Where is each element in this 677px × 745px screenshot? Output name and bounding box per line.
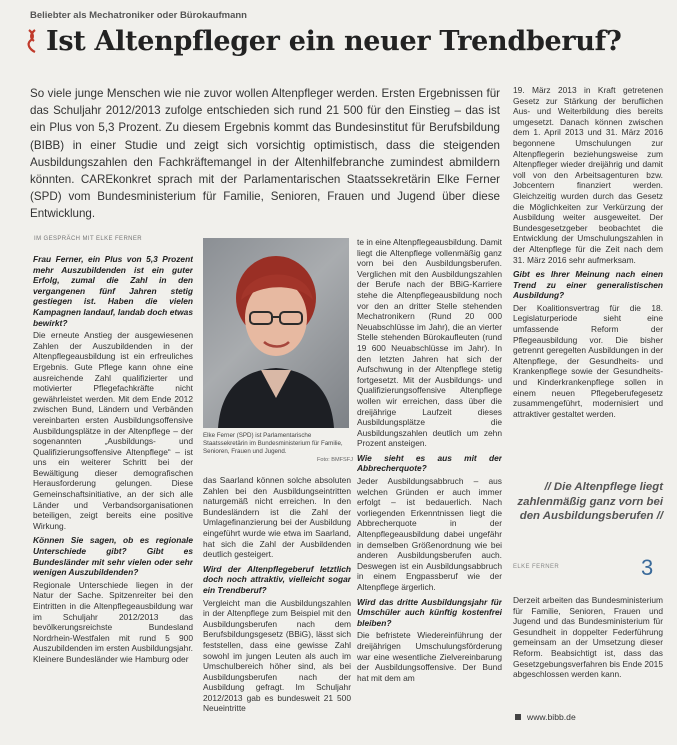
interview-question: Wie sieht es aus mit der Abbrecherquote? [357,452,502,474]
headline: Ist Altenpfleger ein neuer Trendberuf? [46,26,622,57]
interview-answer: Die befristete Wiedereinführung der dreijährigen Umschulungsförderung war eine wesentliche Zielvereinbarung der Ausbildungsoffensive. Der Bund hat mit dem am [357,630,502,683]
interview-question: Wird der Altenpflegeberuf letztlich doch noch attraktiv, vielleicht sogar ein Trendberuf? [203,563,351,595]
interview-answer: Jeder Ausbildungsabbruch – aus welchen Gründen er auch immer erfolgt – ist bedauerlich. Nach vorliegenden Erkenntnissen liegt die Abbrecherquote in der Altenpflegeausbildung dabei ungefähr in demselben Größenordnung wie bei anderen Ausbildungsberufen auch. Deswegen ist ein Ausbildungsabbruch in einem Engpassberuf wie der Altenpflege ärgerlich. [357,476,502,592]
interview-question: Wird das dritte Ausbildungsjahr für Umschüler auch künftig kostenfrei bleiben? [357,596,502,628]
column-1 [33,250,193,730]
interview-question: Frau Ferner, ein Plus von 5,3 Prozent mehr Auszubildenden ist ein guter Erfolg, zumal die Zahl in den vergangenen fünf Jahren stetig gestiegen ist. Haben die vielen Kampagnen landauf, landab doch etwas bewirkt? [33,254,193,328]
intro-paragraph: So viele junge Menschen wie nie zuvor wollen Altenpfleger werden. Ersten Ergebnissen für das Schuljahr 2012/2013 zufolge entschieden sich rund 21 500 für den Einstieg – das ist ein Plus von 5,3 Prozent. Zu diesem Ergebnis kommt das Bundesinstitut für Berufsbildung (BIBB) in einer Studie und zeigt sich vorsichtig optimistisch, dass die steigenden Ausbildungszahlen den Fachkräftemangel in der Altenhilfebranche zumindest abmildern könnten. CAREkonkret sprach mit der Parlamentarischen Staatssekretärin Elke Ferner (SPD) vom Bundesministerium für Familie, Senioren, Frauen und Jugend über diese Entwicklung. [30,87,500,221]
interview-answer: Derzeit arbeiten das Bundesministerium für Familie, Senioren, Frauen und Jugend und das Bundesministerium für Gesundheit in doppelter Federführung gemeinsam an der Umsetzung dieser Reform. Beabsichtigt ist, dass das Gesetzgebungsverfahren bis Ende 2015 abgeschlossen werden kann. [513,595,663,680]
interview-answer: Der Koalitionsvertrag für die 18. Legislaturperiode sieht eine umfassende Reform der Pflegeausbildung vor. Die bisher getrennt geregelten Ausbildungen in der Altenpflege, der Gesundheits- und Krankenpflege sowie der Gesundheits- und Kinderkrankenpflege sollen in einem neuen Pflegeberufegesetz zusammengeführt, modernisiert und attraktiver gestaltet werden. [513,302,663,419]
photo-caption [203,432,353,464]
byline: IM GESPRÄCH MIT ELKE FERNER [34,236,143,242]
page-number: 3 [641,555,654,580]
interview-answer: 19. März 2013 in Kraft getretenen Gesetz zur Stärkung der beruflichen Aus- und Weiterbildung dies bereits umgesetzt. Danach können zwischen dem 1. April 2013 und 31. März 2016 begonnene Umschulungen zur Altenpflegerin beziehungsweise zum Altenpfleger wieder dreijährig und damit voll von den Arbeitsagenturen bzw. Jobcentern finanziert werden. Gleichzeitig wurden durch das Gesetz die Möglichkeiten zur Verkürzung der Ausbildung weiter ausgeweitet. Der Bundesgesetzgeber beobachtet die Entwicklung der Umschulungszahlen in der Altenpflege für die Zeit nach dem 31. März 2016 sehr aufmerksam. [513,85,663,265]
interview-answer: te in eine Altenpflegeausbildung. Damit liegt die Altenpflege vollenmäßig ganz vorn bei den Ausbildungsberufen. Verglichen mit den Ausbildungszahlen der Berufe nach der BBiG-Karriere stehe die Altenpflegeausbildung noch vor den an dritter Stelle stehenden Mechatronikern (Rund 20 000 Neuabschlüsse im Jahr), die an vierter Stelle stehenden Bürokaufleuten (rund 19 600 Neuabschlüsse im Jahr). In den letzten Jahren hat sich der Aufschwung in der Altenpflege stetig fortgesetzt. Mit der Ausbildungs- und Qualifizierungsoffensive Altenpflege wollen wir erreichen, dass über die dreijährige Laufzeit dieses Ausbildungsplätze die Ausbildungszahlen deutlich um zehn Prozent ansteigen. [357,237,502,449]
column-4 [513,85,663,470]
column-5 [513,595,663,730]
interview-answer: das Saarland können solche absoluten Zahlen bei den Ausbildungseintritten naturgemäß nicht erreichen. In den Bundesländern ist die Zahl der Umlagefinanzierung bei der Ausbildung eingeführt wurde wie etwa im Saarland, hat sich die Zahl der Ausbildenden deutlich gesteigert. [203,475,351,560]
interview-answer: Regionale Unterschiede liegen in der Natur der Sache. Spitzenreiter bei den Eintritten in die Altenpflegeausbildung war im Schuljahr 2012/2013 das bevölkerungsreichste Bundesland Nordrhein-Westfalen mit rund 5 900 Auszubildenden im ersten Ausbildungsjahr. Kleinere Bundesländer wie Hamburg oder [33,579,193,664]
portrait-photo [203,238,349,428]
source-link[interactable]: www.bibb.de [527,712,576,722]
photo-caption-text: Elke Ferner (SPD) ist Parlamentarische Staatssekretärin im Bundesministerium für Familie, Senioren, Frauen und Jugend. [203,432,343,455]
section-mark-icon [26,28,38,54]
pull-quote: // Die Altenpflege liegt zahlenmäßig ganz vorn bei den Ausbildungsberufen // [517,481,663,522]
interview-question: Können Sie sagen, ob es regionale Unterschiede gibt? Gibt es Bundesländer mit sehr vielen oder sehr wenigen Auszubildenden? [33,535,193,578]
column-3 [357,237,502,730]
column-2 [203,475,351,730]
pull-quote-attribution: ELKE FERNER [513,564,560,570]
bullet-square-icon [515,714,521,720]
interview-answer: Die erneute Anstieg der ausgewiesenen Zahlen der Auszubildenden in der Altenpflegeausbildung ist ein erfreuliches Ergebnis. Gute Pflege kann ohne eine ausreichende Zahl qualifizierter und motivierter Pflegefachkräfte nicht gewährleistet werden. Mit dem Ende 2012 zwischen Bund, Ländern und Verbänden vereinbarten ersten Ausbildungsoffensive Ausbildungsplätze in der Altenpflege – der sogenannten „Ausbildungs- und Qualifizierungsoffensive Altenpflege“ – ist uns ein weiterer Schritt bei der Bewältigung dieser demografischen Herausforderung gelungen. Diese Gemeinschaftsinitiative, an der sich alle Länder und Verbandsorganisationen beteiligen, zeigt bereits eine positive Wirkung. [33,330,193,531]
photo-credit: Foto: BMFSFJ [316,457,353,463]
interview-answer: Vergleicht man die Ausbildungszahlen in der Altenpflege zum Beispiel mit den Ausbildungsberufen nach dem Berufsbildungsgesetz (BBiG), lässt sich feststellen, dass eine gewisse Zahl sowohl im jungen Leuten als auch im Umschulbereich höher sind, als bei Ausbildungsberufen nach der Ausbildung gefragt. Im Schuljahr 2012/2013 gab es bundesweit 21 500 Neueintritte [203,597,351,714]
kicker: Beliebter als Mechatroniker oder Bürokaufmann [30,10,247,21]
interview-question: Gibt es Ihrer Meinung nach einen Trend zu einer generalistischen Ausbildung? [513,269,663,301]
